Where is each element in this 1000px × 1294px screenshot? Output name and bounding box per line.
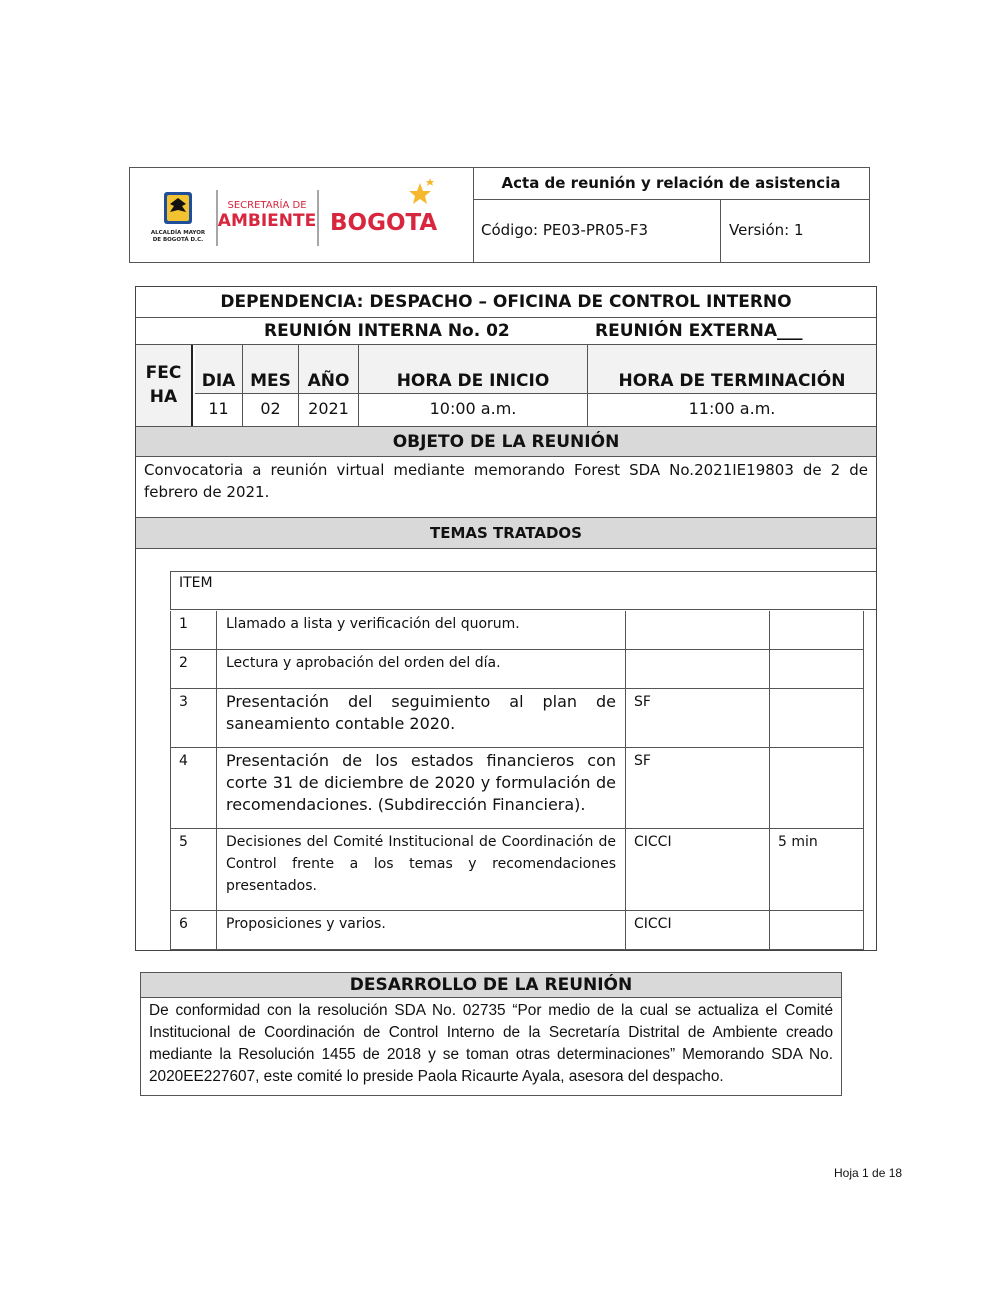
item-row — [170, 689, 864, 748]
anio-label: AÑO — [299, 345, 359, 394]
document-title: Acta de reunión y relación de asistencia — [473, 168, 869, 200]
reunion-row — [136, 318, 876, 345]
item-description: Proposiciones y varios. — [217, 911, 626, 949]
logo-area — [130, 168, 474, 262]
item-number: 1 — [171, 611, 217, 649]
alcaldia-line-2: DE BOGOTÁ D.C. — [152, 237, 204, 243]
dia-label: DIA — [195, 345, 243, 394]
item-time — [770, 611, 864, 649]
desarrollo-text: De conformidad con la resolución SDA No. 02735 “Por medio de la cual se actualiza el Comité Institucional de Coordinación de Control Interno de la Secretaría Distrital de Ambiente creado mediante la Resolución 1455 de 2018 y se toman otras determinaciones” Memorando SDA No. 2020EE227607, este comité lo preside Paola Ricaurte Ayala, asesora del despacho. — [149, 1002, 833, 1085]
item-description: Lectura y aprobación del orden del día. — [217, 650, 626, 688]
reunion-interna: REUNIÓN INTERNA No. 02 — [264, 321, 510, 341]
hora-inicio-label: HORA DE INICIO — [359, 345, 588, 394]
item-description: Decisiones del Comité Institucional de Coordinación de Control frente a los temas y recomendaciones presentados. — [217, 829, 626, 910]
item-responsible: CICCI — [626, 829, 770, 910]
coat-of-arms-icon — [164, 192, 192, 224]
institutional-logos — [130, 168, 473, 262]
item-row — [170, 748, 864, 829]
item-responsible — [626, 650, 770, 688]
dependencia-row: DEPENDENCIA: DESPACHO – OFICINA DE CONTROL INTERNO — [136, 287, 876, 318]
temas-heading: TEMAS TRATADOS — [136, 518, 876, 549]
secretaria-line-1: SECRETARÍA DE — [227, 200, 307, 211]
item-time — [770, 689, 864, 747]
document-header — [129, 167, 870, 263]
item-time — [770, 748, 864, 828]
mes-value: 02 — [243, 394, 299, 426]
objeto-heading: OBJETO DE LA REUNIÓN — [136, 427, 876, 457]
fecha-block — [136, 345, 876, 427]
hora-fin-value: 11:00 a.m. — [688, 399, 776, 418]
anio-value: 2021 — [299, 394, 359, 426]
desarrollo-section — [140, 972, 842, 1096]
item-number: 5 — [171, 829, 217, 910]
hora-inicio-value: 10:00 a.m. — [359, 394, 588, 426]
item-number: 2 — [171, 650, 217, 688]
item-time — [770, 911, 864, 949]
item-responsible — [626, 611, 770, 649]
document-code: Código: PE03-PR05-F3 — [473, 199, 721, 262]
item-time — [770, 650, 864, 688]
page-number: Hoja 1 de 18 — [834, 1166, 903, 1180]
secretaria-line-2: AMBIENTE — [217, 211, 317, 231]
item-number: 3 — [171, 689, 217, 747]
dia-value: 11 — [195, 394, 243, 426]
item-time: 5 min — [778, 834, 818, 850]
item-number: 4 — [171, 748, 217, 828]
fecha-label-1: FEC — [145, 363, 182, 383]
mes-label: MES — [243, 345, 299, 394]
desarrollo-heading: DESARROLLO DE LA REUNIÓN — [141, 973, 841, 998]
item-responsible: CICCI — [626, 911, 770, 949]
item-row — [170, 829, 864, 911]
item-row — [170, 911, 864, 950]
objeto-text: Convocatoria a reunión virtual mediante memorando Forest SDA No.2021IE19803 de 2 de febrero de 2021. — [136, 457, 876, 518]
item-header: ITEM — [179, 575, 213, 591]
hora-fin-label: HORA DE TERMINACIÓN — [588, 345, 876, 394]
item-responsible: SF — [626, 748, 770, 828]
item-responsible: SF — [626, 689, 770, 747]
star-icon — [409, 178, 434, 204]
fecha-label — [136, 345, 193, 426]
item-description: Llamado a lista y verificación del quorum. — [217, 611, 626, 649]
item-number: 6 — [171, 911, 217, 949]
meeting-table — [135, 286, 877, 951]
item-description: Presentación del seguimiento al plan de saneamiento contable 2020. — [217, 689, 626, 747]
item-description: Presentación de los estados financieros con corte 31 de diciembre de 2020 y formulación de recomendaciones. (Subdirección Financiera). — [217, 748, 626, 828]
item-row — [170, 611, 864, 650]
item-header-row — [170, 571, 876, 610]
item-row — [170, 650, 864, 689]
reunion-externa: REUNIÓN EXTERNA___ — [595, 321, 803, 341]
document-version: Versión: 1 — [729, 221, 804, 239]
fecha-label-2: HA — [149, 387, 178, 407]
bogota-wordmark: BOGOTA — [330, 210, 438, 236]
alcaldia-line-1: ALCALDÍA MAYOR — [150, 230, 206, 236]
